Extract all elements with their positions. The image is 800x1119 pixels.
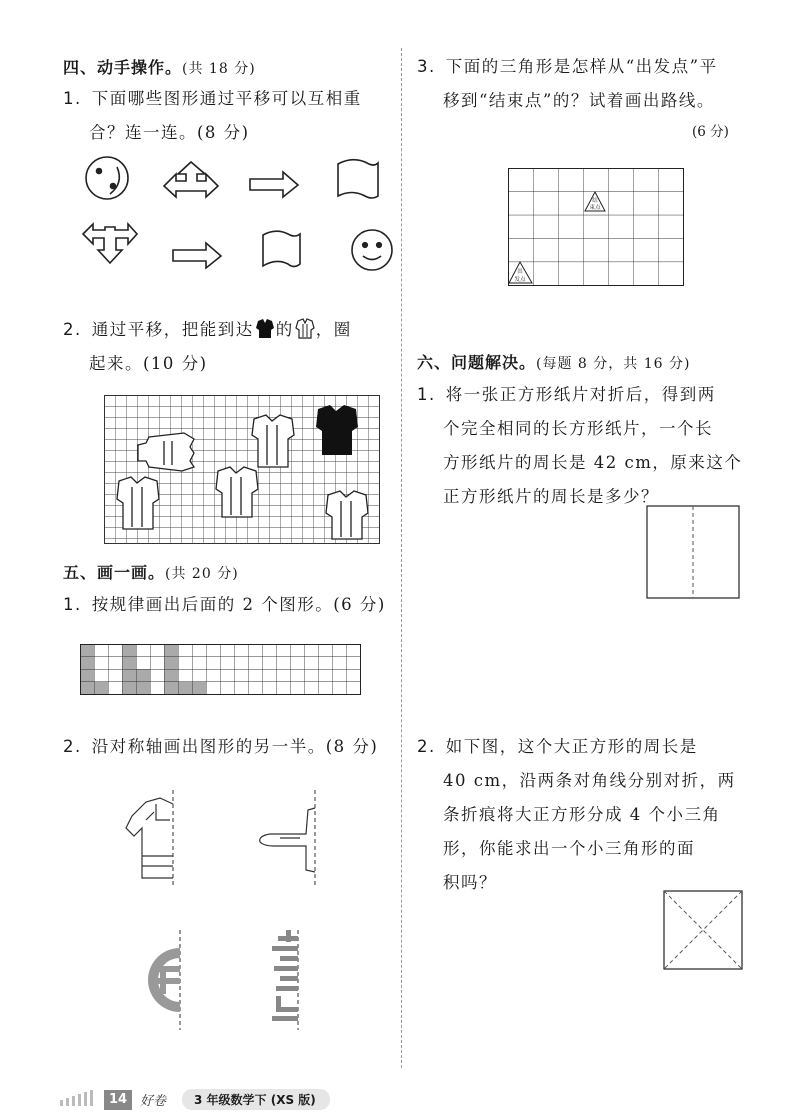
four-way-arrow-shape-2	[83, 224, 137, 263]
question-text: 正方形纸片的周长是多少？	[443, 487, 659, 506]
translation-grid	[508, 168, 684, 286]
column-divider	[401, 48, 402, 1068]
white-shirt-icon	[294, 318, 316, 340]
question-text: 将一张正方形纸片对折后，得到两	[445, 385, 716, 404]
question-text: 通过平移，把能到达	[91, 320, 254, 339]
half-character-figure	[272, 930, 298, 1030]
question-6-1	[417, 378, 757, 514]
section-4-title: 四、动手操作。	[63, 58, 183, 77]
question-text: 方形纸片的周长是 42 cm，原来这个	[443, 453, 743, 472]
smiley-face-shape-1	[86, 157, 128, 199]
footer-bars-decoration	[50, 1088, 110, 1108]
shirt-black	[316, 405, 358, 455]
question-text: 合？连一连。(8 分)	[89, 123, 250, 142]
section-6-title: 六、问题解决。	[417, 353, 537, 372]
section-5-heading	[63, 560, 239, 583]
end-label-bottom: 束点	[589, 205, 601, 211]
question-4-3-points: (6 分)	[692, 124, 729, 140]
section-6-heading	[417, 350, 690, 373]
question-number: 2.	[63, 737, 82, 756]
question-number: 1.	[63, 89, 82, 108]
question-number: 1.	[417, 385, 436, 404]
question-text: 积吗？	[443, 873, 497, 892]
flag-shape-1	[338, 160, 378, 198]
section-5-points: (共 20 分)	[165, 566, 239, 582]
end-label-top: 结	[592, 198, 598, 204]
book-title: 3 年级数学下 (XS 版)	[182, 1089, 330, 1110]
pattern-grid	[80, 644, 368, 700]
question-4-2	[63, 313, 393, 381]
square-with-diagonals	[663, 890, 745, 972]
question-text: 形，你能求出一个小三角形的面	[443, 839, 695, 858]
question-4-3	[417, 50, 747, 118]
section-4-heading	[63, 55, 256, 78]
brand-logo: 好卷	[140, 1094, 167, 1109]
question-text: 下面哪些图形通过平移可以互相重	[91, 89, 362, 108]
question-number: 2.	[63, 320, 82, 339]
right-arrow-shape-2	[173, 243, 221, 268]
question-text: 如下图，这个大正方形的周长是	[445, 737, 698, 756]
question-5-1	[63, 588, 393, 622]
question-text: 起来。(10 分)	[89, 354, 208, 373]
question-6-2	[417, 730, 757, 900]
section-5-title: 五、画一画。	[63, 563, 166, 582]
question-text: 的	[275, 320, 294, 339]
start-label-bottom: 发点	[514, 277, 526, 283]
section-4-points: (共 18 分)	[182, 61, 256, 77]
section-6-points: (每题 8 分，共 16 分)	[536, 356, 691, 372]
shirt-white-1	[252, 415, 294, 467]
shirt-white-2	[117, 477, 159, 529]
half-airplane-figure	[260, 790, 315, 885]
shirt-white-3	[216, 467, 258, 517]
question-text: 沿对称轴画出图形的另一半。(8 分)	[91, 737, 379, 756]
black-shirt-icon	[254, 318, 276, 340]
question-text: ，圈	[315, 320, 352, 339]
page-number: 14	[104, 1090, 132, 1110]
half-shirt-figure	[126, 790, 173, 885]
question-text: 个完全相同的长方形纸片，一个长	[443, 419, 713, 438]
question-text: 移到“结束点”的？试着画出路线。	[443, 91, 715, 110]
folded-square-figure	[646, 505, 742, 601]
question-number: 1.	[63, 595, 82, 614]
translation-shapes	[70, 150, 400, 280]
shirt-white-4	[326, 491, 368, 539]
question-text: 下面的三角形是怎样从“出发点”平	[445, 57, 718, 76]
shirt-grid	[104, 395, 380, 545]
question-number: 3.	[417, 57, 436, 76]
question-4-1	[63, 82, 393, 150]
symmetry-figures	[120, 790, 330, 1040]
four-way-arrow-shape-1	[164, 162, 218, 197]
question-number: 2.	[417, 737, 436, 756]
question-text: 40 cm，沿两条对角线分别对折，两	[443, 771, 736, 790]
start-label-top: 出	[517, 269, 523, 275]
right-arrow-shape-1	[250, 172, 298, 197]
question-text: 按规律画出后面的 2 个图形。(6 分)	[91, 595, 386, 614]
flag-shape-2	[263, 231, 300, 266]
half-coin-figure	[148, 930, 180, 1030]
question-5-2	[63, 730, 393, 764]
smiley-face-shape-2	[352, 230, 392, 270]
question-text: 条折痕将大正方形分成 4 个小三角	[443, 805, 721, 824]
